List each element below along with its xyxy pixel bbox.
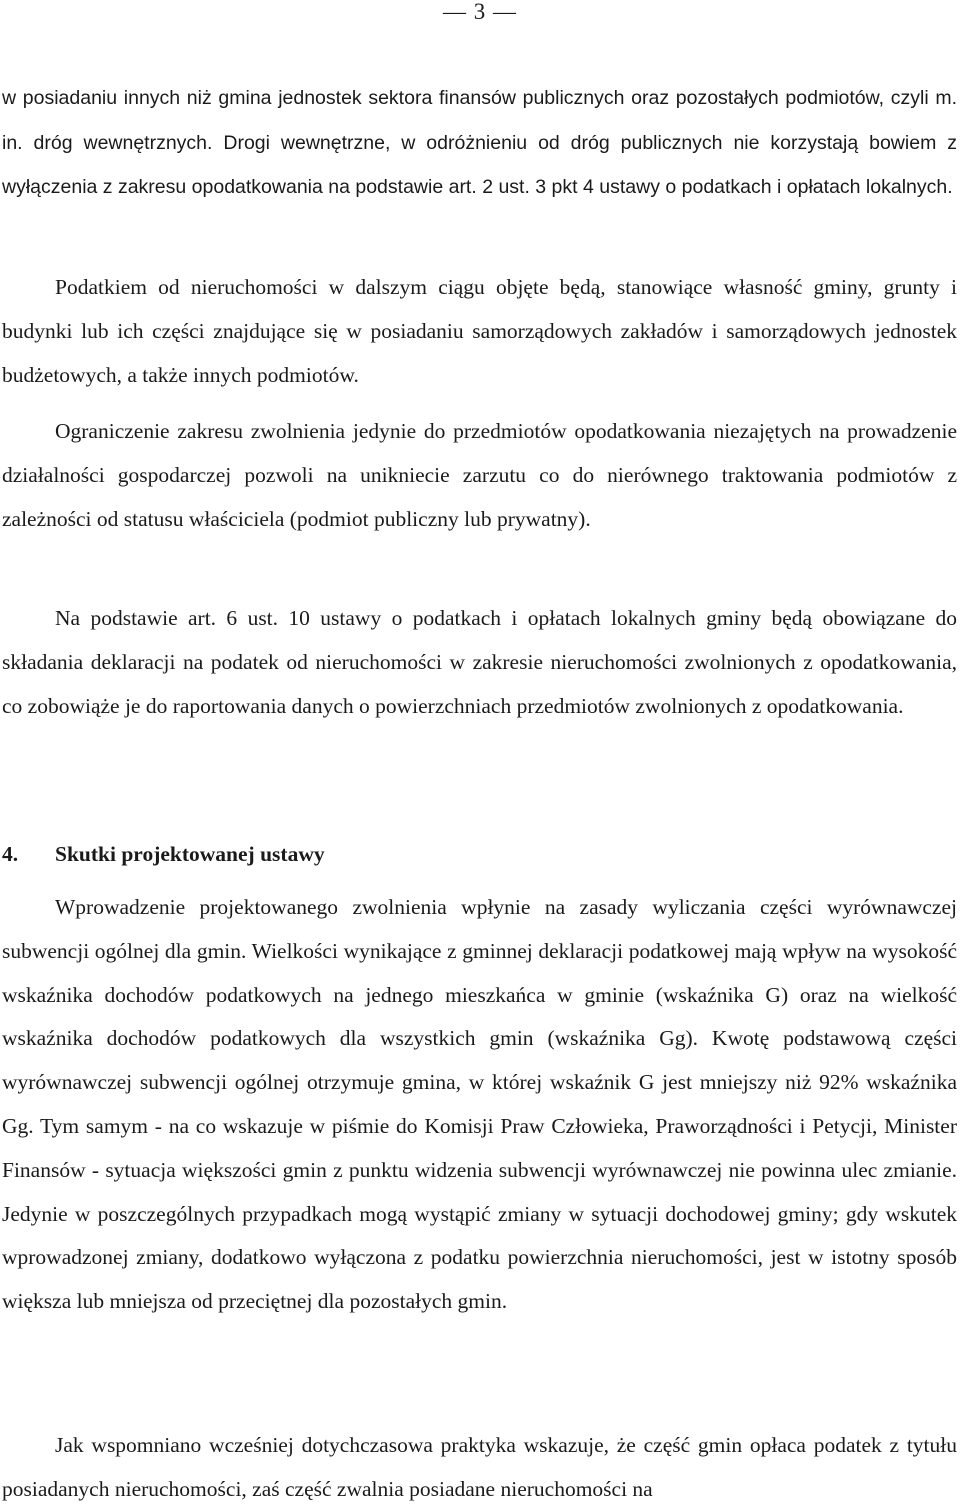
paragraph-subwencja: Wprowadzenie projektowanego zwolnienia wpłynie na zasady wyliczania części wyrównawczej subwencji ogólnej dla gmin. Wielkości wynikające z gminnej deklaracji podatkowej mają wpływ na wysokość wskaźnika dochodów podatkowych na jednego mieszkańca w gminie (wskaźnika G) oraz na wielkość wskaźnika dochodów podatkowych dla wszystkich gmin (wskaźnika Gg). Kwotę podstawową części wyrównawczej subwencji ogólnej otrzymuje gmina, w której wskaźnik G jest mniejszy niż 92% wskaźnika Gg. Tym samym - na co wskazuje w piśmie do Komisji Praw Człowieka, Praworządności i Petycji, Minister Finansów - sytuacja większości gmin z punktu widzenia subwencji wyrównawczej nie powinna ulec zmianie. Jedynie w poszczególnych przypadkach mogą wystąpić zmiany w sytuacji dochodowej gminy; gdy wskutek wprowadzonej zmiany, dodatkowo wyłączona z podatku powierzchnia nieruchomości, jest w istotny sposób większa lub mniejsza od przeciętnej dla pozostałych gmin. [2,895,957,1314]
section-heading [2,836,957,872]
paragraph-deklaracje: Na podstawie art. 6 ust. 10 ustawy o podatkach i opłatach lokalnych gminy będą obowiązane do składania deklaracji na podatek od nieruchomości w zakresie nieruchomości zwolnionych z opodatkowania, co zobowiąże je do raportowania danych o powierzchniach przedmiotów zwolnionych z opodatkowania. [2,606,957,718]
paragraph-praktyka-gmin: Jak wspomniano wcześniej dotychczasowa praktyka wskazuje, że część gmin opłaca podatek z tytułu posiadanych nieruchomości, zaś część zwalnia posiadane nieruchomości na [2,1433,957,1501]
paragraph-drogi-wewnetrzne: w posiadaniu innych niż gmina jednostek sektora finansów publicznych oraz pozostałych podmiotów, czyli m. in. dróg wewnętrznych. Drogi wewnętrzne, w odróżnieniu od dróg publicznych nie korzystają bowiem z wyłączenia z zakresu opodatkowania na podstawie art. 2 ust. 3 pkt 4 ustawy o podatkach i opłatach lokalnych. [2,87,957,199]
section-number: 4. [2,842,19,866]
paragraph-podatek-nieruchomosci: Podatkiem od nieruchomości w dalszym ciągu objęte będą, stanowiące własność gminy, grunty i budynki lub ich części znajdujące się w posiadaniu samorządowych zakładów i samorządowych jednostek budżetowych, a także innych podmiotów. [2,275,957,387]
page-number: — 3 — [443,0,517,24]
section-title: Skutki projektowanej ustawy [55,842,325,866]
paragraph-ograniczenie-zwolnienia: Ograniczenie zakresu zwolnienia jedynie do przedmiotów opodatkowania niezajętych na prowadzenie działalności gospodarczej pozwoli na unikniecie zarzutu co do nierównego traktowania podmiotów z zależności od statusu właściciela (podmiot publiczny lub prywatny). [2,419,957,531]
